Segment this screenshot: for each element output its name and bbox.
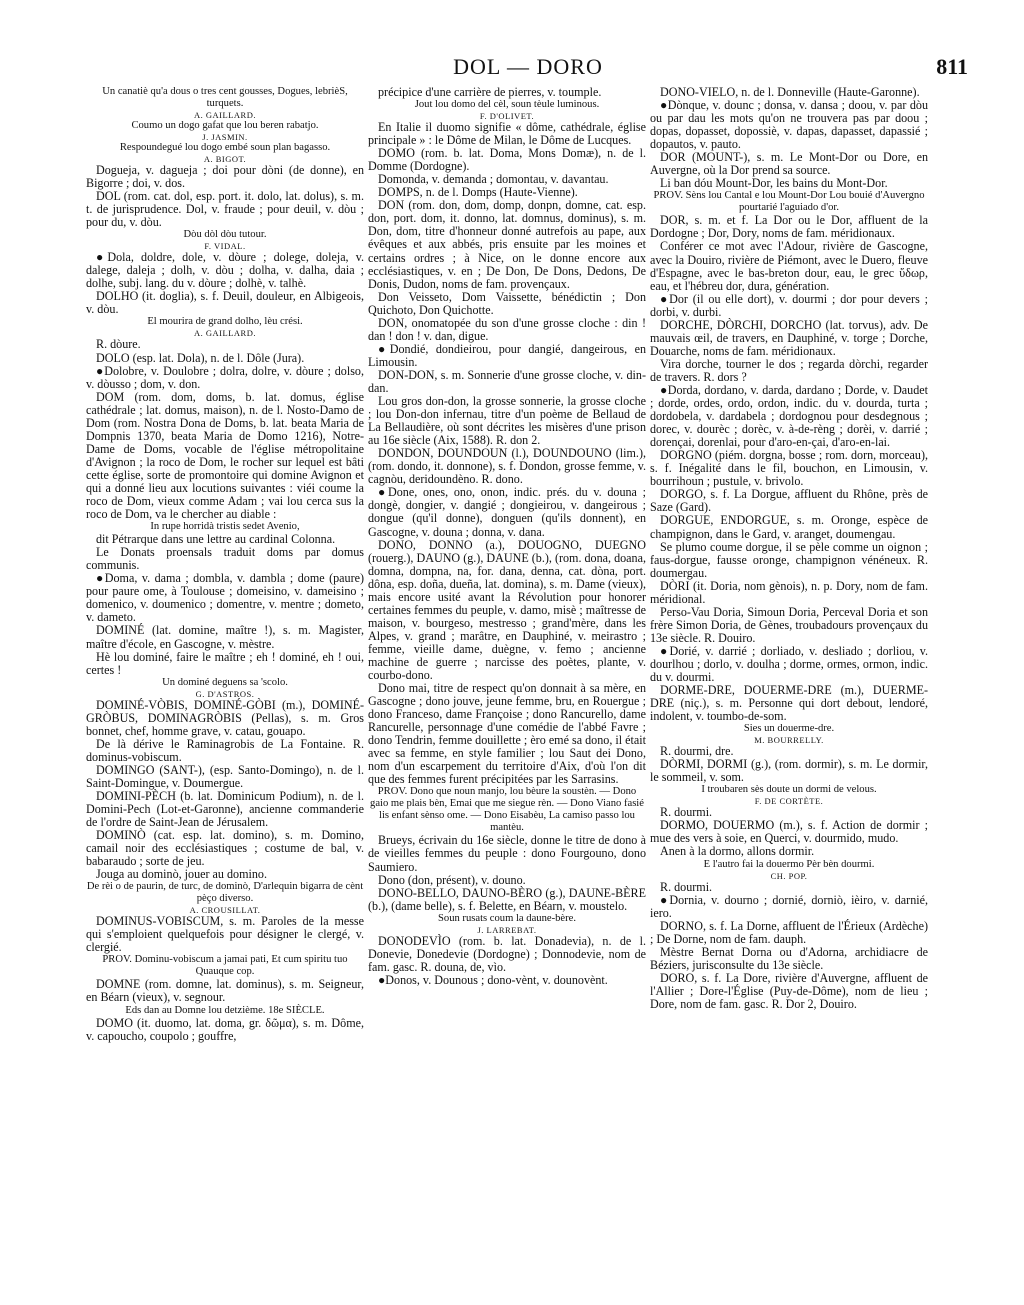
citation-author: CH. POP. (770, 870, 808, 881)
citation-author: M. BOURRELLY. (754, 735, 824, 746)
dictionary-entry: DOMINGO (SANT-), (esp. Santo-Domingo), n. de l. Saint-Domingue, v. Doumergue. (86, 762, 364, 790)
running-head: DOL — DORO (453, 54, 603, 79)
dictionary-entry: R. dourmi. (660, 805, 713, 820)
dictionary-entry: DOMINÉ-VÒBIS, DOMINÉ-GÒBI (m.), DOMINÉ-GRÒBUS, DOMINAGRÒBIS (Pellas), s. m. Gros bonnet, chef, homme grave, v. catau, gouapo. (86, 697, 364, 738)
citation-quote: Respoundegué lou dogo embé soun plan bagasso. (119, 142, 331, 153)
dictionary-entry: DONO-BELLO, DAUNO-BÈRO (g.), DAUNE-BÈRE (b.), (dame belle), s. f. Belette, en Béarn, v. moustelo. (368, 885, 646, 913)
dictionary-entry: DORCHE, DÒRCHI, DORCHO (lat. torvus), adv. De mauvais œil, de travers, en Dauphiné, v. torge ; Dorche, Douarche, noms de fam. méridionaux. (650, 317, 928, 358)
dictionary-entry: DOMNE (rom. domne, lat. dominus), s. m. Seigneur, en Béarn (vieux), v. segnour. (86, 977, 364, 1005)
dictionary-entry: DOR, s. m. et f. La Dor ou le Dor, affluent de la Dordogne ; Dor, Dory, noms de fam. méridionaux. (650, 213, 928, 241)
dictionary-entry: En Italie il duomo signifie « dôme, cathédrale, église principale » : le Dôme de Milan, le Dôme de Lucques. (368, 120, 646, 148)
citation-author: A. GAILLARD. (194, 110, 256, 120)
citation-quote: I troubaren sès doute un dormi de velous. (701, 784, 877, 796)
column-middle (368, 86, 646, 1296)
dictionary-entry: ●Doma, v. dama ; dombla, v. dambla ; dome (paure) pour paure ome, à Toulouse ; domeisino, v. dameisino ; domenico, v. doumenico ; domentre, v. mentre ; dometo, v. dameto. (86, 571, 364, 625)
dictionary-entry: ●Dola, doldre, dole, v. dòure ; dolege, doleja, v. dalege, daleja ; dolh, v. dòu ; dolha, v. dalha, daia ; dolhe, subj. lang. du v. dòure ; dolhè, v. talhè. (86, 250, 364, 291)
citation-quote: Dòu dòl dòu tutour. (183, 229, 267, 241)
dictionary-entry: Jouga au dominò, jouer au domino. (96, 867, 267, 882)
page-header (88, 54, 968, 84)
dictionary-entry: ●Dolobre, v. Doulobre ; dolra, dolre, v. dòure ; dolso, v. dòusso ; dom, v. don. (86, 363, 364, 391)
dictionary-entry: DORGUE, ENDORGUE, s. m. Oronge, espèce de champignon, dans le Gard, v. aranget, doumengau. (650, 513, 928, 541)
citation-quote: PROV. Dono que noun manjo, lou bèure la soustèn. — Dono gaio me plais bèn, Emai que me siegue rèn. — Dono Viano fasié lis enfant sènso ome. — Dono Eisabèu, La camiso passo lou mantèu. (370, 786, 644, 834)
citation-quote: De rèi o de paurin, de turc, de dominò, D'arlequin bigarra de cènt pèço diverso. (86, 881, 364, 905)
dictionary-entry: Hè lou dominé, faire le maître ; eh ! dominé, eh ! oui, certes ! (86, 649, 364, 677)
dictionary-entry: précipice d'une carrière de pierres, v. toumple. (378, 86, 602, 99)
dictionary-entry: DOMO (it. duomo, lat. doma, gr. δῶμα), s. m. Dôme, v. capoucho, coupolo ; gouffre, (86, 1015, 364, 1043)
dictionary-entry: Anen à la dormo, allons dormir. (660, 844, 815, 859)
dictionary-entry: DONO-VIELO, n. de l. Donneville (Haute-Garonne). (660, 86, 920, 99)
citation-quote: PROV. Dominu-vobiscum a jamai pati, Et cum spiritu tuo Quauque cop. (102, 954, 348, 978)
citation-quote: Jout lou domo del cèl, soun tèule luminous. (414, 99, 600, 111)
dictionary-entry: DOMINÒ (cat. esp. lat. domino), s. m. Domino, camail noir des ecclésiastiques ; costume de bal, v. babaraudo ; sorte de jeu. (86, 828, 364, 869)
dictionary-entry: ●Dondié, dondieirou, pour dangié, dangeirous, en Limousin. (368, 341, 646, 369)
dictionary-entry: Li ban dóu Mount-Dor, les bains du Mont-Dor. (660, 176, 888, 191)
dictionary-entry: R. dourmi. (660, 879, 713, 894)
citation-quote: E l'autro fai la douermo Pèr bèn dourmi. (703, 858, 875, 870)
dictionary-entry: ●Done, ones, ono, onon, indic. prés. du v. douna ; dongè, dongier, v. dangié ; dongieirou, v. dangeirous ; dongue (qu'il donne), donguen (qu'ils donnent), en Gascogne, v. douna ; donna, v. dana. (368, 485, 646, 539)
dictionary-entry: DON-DON, s. m. Sonnerie d'une grosse cloche, v. din-dan. (368, 367, 646, 395)
dictionary-entry: DORGO, s. f. La Dorgue, affluent du Rhône, près de Saze (Gard). (650, 487, 928, 515)
dictionary-entry: Brueys, écrivain du 16e siècle, donne le titre de dono à de vieilles femmes du peuple : dono Fourgouno, dono Saumiero. (368, 833, 646, 874)
citation-author: G. D'ASTROS. (195, 688, 255, 699)
dictionary-entry: DORME-DRE, DOUERME-DRE (m.), DUERME-DRE (niç.), s. m. Personne qui dort debout, lendoré, indolent, v. toumbo-de-som. (650, 683, 928, 724)
dictionary-entry: ●Dorié, v. darrié ; dorliado, v. desliado ; dorliou, v. dourlhou ; dorlo, v. doulha ; dorme, ormes, ormon, indic. du v. dourmi. (650, 643, 928, 685)
dictionary-entry: DOR (MOUNT-), s. m. Le Mont-Dor ou Dore, en Auvergne, où la Dor prend sa source. (650, 150, 928, 178)
dictionary-entry: ●Dorda, dordano, v. darda, dardano ; Dorde, v. Daudet ; dorde, ordes, ordo, ordon, indic. du v. dourda, turta ; dordobela, v. dardabela ; dordognou pour desdegnous ; dorec, v. dourèc ; dorèc, v. à-de-rèng ; dorèi, v. darrié ; dorençai, dorenlai, pour d'aro-en-çai, d'aro-en-lai. (650, 382, 928, 450)
dictionary-entry: DONODEVÌO (rom. b. lat. Donadevia), n. de l. Donevie, Donedevie (Dordogne) ; Donnodevie, nom de fam. gasc. R. douna, de, vìo. (368, 933, 646, 974)
dictionary-entry: DORGNO (piém. dorgna, bosse ; rom. dorn, morceau), s. f. Inégalité dans le fil, bouchon, en Limousin, v. bourrihoun ; pustule, v. brivolo. (650, 448, 928, 489)
dictionary-entry: DORNO, s. f. La Dorne, affluent de l'Érieux (Ardèche) ; De Dorne, nom de fam. dauph. (650, 918, 928, 946)
dictionary-entry: DOMINUS-VOBISCUM, s. m. Paroles de la messe qui s'emploient quelquefois pour désigner le clergé, v. clergié. (86, 914, 364, 955)
dictionary-entry: DORO, s. f. La Dore, rivière d'Auvergne, affluent de l'Allier ; Dore-l'Église (Puy-de-Dôme), nom de lieu ; Dore, nom de fam. gasc. R. Dor 2, Douiro. (650, 970, 928, 1011)
dictionary-entry: DONO, DONNO (a.), DOUOGNO, DUEGNO (rouerg.), DAUNO (g.), DAUNE (b.), (rom. dona, doana, domna, dompna, na, for. dana, denna, cat. dòna, port. dôna, esp. doña, dueña, lat. domina), s. m. Dame (vieux), mais encore usité avant la Révolution pour honorer certaines femmes du peuple, v. damo, misè ; maîtresse de maison, v. bourgeso, mestresso ; grand'mère, dans les Alpes, v. grand ; marâtre, en Dauphiné, v. meirastro ; femme, vieille dame, duègne, v. femo ; ancienne machine de guerre ; narcisse des poètes, plante, v. courbo-dono. (368, 537, 646, 683)
citation-quote: Eds dan au Domne lou detzième. 18e SIÈCLE. (125, 1004, 325, 1016)
citation-quote: Soun rusats coum la daune-bère. (438, 912, 576, 924)
dictionary-entry: Lou gros don-don, la grosse sonnerie, la grosse cloche ; lou Don-don infernau, titre d'un poème de Bellaud de La Bellaudière, où sont décrites les misères d'une prison au 16e siècle (Aix, 1588). R. don 2. (368, 394, 646, 448)
dictionary-entry: R. dourmi, dre. (660, 744, 734, 759)
dictionary-entry: Don Veisseto, Dom Vaissette, bénédictin ; Don Quichoto, Don Quichotte. (368, 289, 646, 317)
dictionary-entry: Le Donats proensals traduit doms par domus communis. (86, 545, 364, 573)
dictionary-entry: Dono mai, titre de respect qu'on donnait à sa mère, en Gascogne ; dono jouve, jeune femme, bru, en Rouergue ; dono Franceso, dame Françoise ; dono Rancurello, dame Rancurelle, personnage d'une comédie de l'abbé Favre ; dono Tendrin, femme douillette ; èro emé sa dono, il était avec sa femme, en style familier ; lou Saut dei Dono, nom d'un escarpement du territoire d'Aix, d'où l'on dit que des femmes furent précipitées par les Sarrasins. (368, 681, 646, 787)
citation-quote: Coumo un dogo gafat que lou beren rabatjo. (131, 120, 319, 131)
dictionary-entry: DOL (rom. cat. dol, esp. port. it. dolo, lat. dolus), s. m. t. de jurisprudence. Dol, v. fraude ; pour deuil, v. dòu ; pour du, v. dòu. (86, 189, 364, 230)
dictionary-entry: Mèstre Bernat Dorna ou d'Adorna, archidiacre de Béziers, jurisconsulte du 13e siècle. (650, 944, 928, 972)
dictionary-entry: Domonda, v. demanda ; domontau, v. davantau. (378, 172, 609, 187)
column-left (86, 86, 364, 1296)
dictionary-entry: DORMO, DOUERMO (m.), s. f. Action de dormir ; mue des vers à soie, en Querci, v. dourmido, mudo. (650, 818, 928, 846)
citation-quote: Un canatiè qu'a dous o tres cent gousses, Dogues, lebrièS, turquets. (102, 86, 348, 109)
dictionary-entry: Perso-Vau Doria, Simoun Doria, Perceval Doria et son frère Simon Doria, de Gènes, troubadours provençaux du 13e siècle. R. Douiro. (650, 604, 928, 645)
dictionary-entry: ●Dornia, v. dourno ; dornié, dorniò, ièiro, v. darnié, iero. (650, 892, 928, 920)
dictionary-entry: DOM (rom. dom, doms, b. lat. domus, église cathédrale ; lat. domus, maison), n. de l. Nosto-Damo de Dom (rom. Nostra Dona de Doms, b. lat. beata Maria de Dompnis 1370, beata Maria de Domo 1216), Notre-Dame de Doms, vocable de l'église métropolitaine d'Avignon ; la roco de Dom, le rocher sur lequel est bâti cette église, sorte de promontoire qui domine Avignon et qui a donné lieu aux locutions suivantes : viéi coume la roco de Dom, vieux comme Adam ; vai lou cerca sus la roco de Dom, va le chercher au diable : (86, 389, 364, 522)
dictionary-entry: Vira dorche, tourner le dos ; regarda dòrchi, regarder de travers. R. dors ? (650, 356, 928, 384)
citation-author: J. JASMIN. (202, 132, 248, 142)
dictionary-entry: ●Dor (il ou elle dort), v. dourmi ; dor pour devers ; dorbi, v. durbi. (650, 291, 928, 319)
citation-author: J. LARREBAT. (477, 924, 537, 935)
dictionary-entry: DÒRMI, DORMI (g.), (rom. dormir), s. m. Le dormir, le sommeil, v. som. (650, 757, 928, 785)
dictionary-entry: Conférer ce mot avec l'Adour, rivière de Gascogne, avec la Douiro, rivière de Piémont, avec le Duero, fleuve d'Espagne, avec le bas-breton dour, eau, le grec ὕδωρ, eau, et l'hébreu dor, dura, génération. (650, 239, 928, 293)
page-number: 811 (936, 54, 968, 79)
citation-author: A. GAILLARD. (194, 328, 256, 339)
dictionary-entry: DOMPS, n. de l. Domps (Haute-Vienne). (378, 185, 578, 200)
citation-quote: El mourira de grand dolho, lèu crési. (147, 316, 303, 328)
dictionary-entry: Se plumo coume dorgue, il se pèle comme un oignon ; faus-dorgue, fausse oronge, champignon vénéneux. R. doumergau. (650, 539, 928, 580)
citation-quote: In rupe horridà tristis sedet Avenio, (150, 521, 300, 533)
dictionary-entry: DOMINI-PÈCH (b. lat. Dominicum Podium), n. de l. Domini-Pech (Lot-et-Garonne), ancienne commanderie de l'ordre de Saint-Jean de Jérusalem. (86, 788, 364, 830)
dictionary-entry: ●Dònque, v. dounc ; donsa, v. dansa ; doou, v. par dòu ou par dau les mots qu'on ne trouvera pas par doou ; dopas, dopasset, dopossiè, v. dapas, dapasset, dapassié ; dopautos, v. pauto. (650, 98, 928, 152)
dictionary-entry: DON, onomatopée du son d'une grosse cloche : din ! dan ! don ! v. dan, digue. (368, 315, 646, 343)
dictionary-entry: DONDON, DOUNDOUN (l.), DOUNDOUNO (lim.), (rom. dondo, it. donnone), s. f. Dondon, grosse femme, v. cagnòu, deridoundèno. R. dono. (368, 446, 646, 487)
dictionary-entry: Dono (don, présent), v. douno. (378, 872, 526, 887)
column-right (650, 86, 928, 1296)
citation-author: F. D'OLIVET. (479, 111, 535, 122)
dictionary-entry: DÒRI (it. Doria, nom gènois), n. p. Dory, nom de fam. méridional. (650, 578, 928, 606)
citation-quote: PROV. Sèns lou Cantal e lou Mount-Dor Lou bouié d'Auvergno pourtarié l'aguiado d'or. (653, 190, 925, 214)
dictionary-entry: DOMO (rom. b. lat. Doma, Mons Domæ), n. de l. Domme (Dordogne). (368, 146, 646, 174)
citation-author: F. DE CORTÈTE. (754, 796, 824, 807)
citation-author: A. CROUSILLAT. (189, 905, 261, 916)
citation-quote: Sies un douerme-dre. (743, 723, 835, 735)
dictionary-entry: ●Donos, v. Dounous ; dono-vènt, v. dounovènt. (378, 972, 608, 987)
dictionary-entry: De là dérive le Raminagrobis de La Fontaine. R. dominus-vobiscum. (86, 736, 364, 764)
dictionary-entry: DOMINÉ (lat. domine, maître !), s. m. Magister, maître d'école, en Gascogne, v. mèstre. (86, 623, 364, 651)
dictionary-entry: DON (rom. don, dom, domp, donpn, domne, cat. esp. don, port. dom, it. donno, lat. domnus, dominus), s. m. Don, dom, titre d'honneur donné autrefois au pape, aux évêques et aux abbés, pris ensuite par les moines et certains ordres ; à Nice, on le donne encore aux ecclésiastiques, v. en ; De Don, De Dons, Dedons, De Donis, Dudon, noms de fam. provençaux. (368, 198, 646, 291)
dictionary-entry: R. dòure. (96, 337, 141, 352)
dictionary-entry: dit Pétrarque dans une lettre au cardinal Colonna. (96, 532, 336, 547)
dictionary-entry: DOLO (esp. lat. Dola), n. de l. Dôle (Jura). (96, 350, 305, 365)
citation-author: A. BIGOT. (203, 154, 247, 164)
citation-author: F. VIDAL. (204, 241, 246, 252)
dictionary-entry: Dogueja, v. dagueja ; doi pour dòni (de donne), en Bigorre ; doi, v. dos. (86, 163, 364, 191)
citation-quote: Un dominé deguens sa 'scolo. (162, 676, 288, 688)
dictionary-entry: DOLHO (it. doglia), s. f. Deuil, douleur, en Albigeois, v. dòu. (86, 289, 364, 317)
